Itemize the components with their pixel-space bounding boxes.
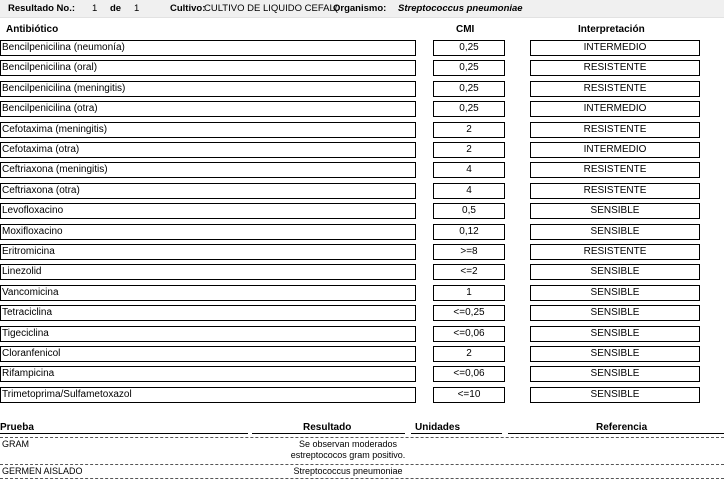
antibiotic-row [0, 203, 724, 219]
cmi-value: <=10 [433, 387, 505, 403]
referencia-header-underline [508, 433, 724, 434]
cmi-value: 2 [433, 346, 505, 362]
de-total: 1 [134, 3, 140, 14]
cmi-value: 0,25 [433, 81, 505, 97]
cmi-value: 2 [433, 142, 505, 158]
interpretation-value: RESISTENTE [530, 162, 700, 178]
interpretation-value: INTERMEDIO [530, 142, 700, 158]
interpretation-value: SENSIBLE [530, 203, 700, 219]
prueba-result [248, 466, 448, 477]
antibiotic-row [0, 162, 724, 178]
antibiotic-name: Bencilpenicilina (neumonía) [0, 40, 416, 56]
antibiotic-name: Bencilpenicilina (otra) [0, 101, 416, 117]
antibiotic-row [0, 81, 724, 97]
antibiotic-row [0, 40, 724, 56]
antibiotic-row [0, 366, 724, 382]
antibiotic-name: Levofloxacino [0, 203, 416, 219]
interpretation-value: RESISTENTE [530, 81, 700, 97]
cmi-value: 1 [433, 285, 505, 301]
interpretation-value: SENSIBLE [530, 305, 700, 321]
antibiotic-row [0, 122, 724, 138]
interpretation-value: SENSIBLE [530, 387, 700, 403]
antibiotic-name: Tigeciclina [0, 326, 416, 342]
antibiotic-name: Tetraciclina [0, 305, 416, 321]
interpretation-value: RESISTENTE [530, 60, 700, 76]
prueba-header-underline [0, 433, 248, 434]
antibiotico-column-header: Antibiótico [6, 24, 59, 35]
antibiotic-name: Moxifloxacino [0, 224, 416, 240]
interpretation-value: RESISTENTE [530, 244, 700, 260]
unidades-column-header: Unidades [415, 422, 461, 433]
cmi-value: <=0,25 [433, 305, 505, 321]
antibiotic-name: Trimetoprima/Sulfametoxazol [0, 387, 416, 403]
antibiotic-row [0, 224, 724, 240]
prueba-result [248, 439, 448, 461]
organismo-label: Organismo: [333, 3, 387, 14]
antibiotic-row [0, 142, 724, 158]
cmi-value: 0,25 [433, 101, 505, 117]
antibiotic-row [0, 183, 724, 199]
antibiotic-row [0, 60, 724, 76]
row-divider [0, 464, 724, 465]
antibiotic-row [0, 346, 724, 362]
antibiotic-name: Bencilpenicilina (oral) [0, 60, 416, 76]
cmi-value: 2 [433, 122, 505, 138]
row-divider [0, 478, 724, 479]
referencia-column-header: Referencia [596, 422, 648, 433]
antibiotic-row [0, 264, 724, 280]
interpretation-value: SENSIBLE [530, 366, 700, 382]
antibiotic-name: Cefotaxima (otra) [0, 142, 416, 158]
antibiotic-name: Bencilpenicilina (meningitis) [0, 81, 416, 97]
row-divider [0, 437, 724, 438]
interpretation-value: INTERMEDIO [530, 101, 700, 117]
cultivo-label: Cultivo: [170, 3, 206, 14]
organismo-value: Streptococcus pneumoniae [398, 3, 523, 14]
antibiotic-name: Ceftriaxona (meningitis) [0, 162, 416, 178]
cmi-value: 0,12 [433, 224, 505, 240]
de-label: de [110, 3, 122, 14]
prueba-result-line: Se observan moderados [298, 439, 398, 449]
cultivo-value: CULTIVO DE LIQUIDO CEFAL( [204, 3, 338, 14]
interpretation-value: RESISTENTE [530, 122, 700, 138]
resultado-column-header: Resultado [303, 422, 352, 433]
cmi-column-header: CMI [456, 24, 475, 35]
antibiotic-name: Linezolid [0, 264, 416, 280]
cmi-value: <=0,06 [433, 366, 505, 382]
antibiotic-name: Cefotaxima (meningitis) [0, 122, 416, 138]
interpretation-value: SENSIBLE [530, 224, 700, 240]
cmi-value: 4 [433, 162, 505, 178]
prueba-result-line: Streptococcus pneumoniae [293, 466, 403, 476]
cmi-value: 4 [433, 183, 505, 199]
antibiotic-row [0, 285, 724, 301]
interpretation-value: SENSIBLE [530, 285, 700, 301]
interpretation-value: SENSIBLE [530, 264, 700, 280]
antibiotic-row [0, 244, 724, 260]
antibiotic-name: Ceftriaxona (otra) [0, 183, 416, 199]
cmi-value: 0,25 [433, 60, 505, 76]
cmi-value: <=2 [433, 264, 505, 280]
interpretation-value: SENSIBLE [530, 326, 700, 342]
interpretation-value: INTERMEDIO [530, 40, 700, 56]
result-header [0, 0, 724, 18]
antibiotic-name: Vancomicina [0, 285, 416, 301]
interpretation-value: SENSIBLE [530, 346, 700, 362]
antibiotic-row [0, 387, 724, 403]
antibiotic-row [0, 326, 724, 342]
antibiotic-name: Cloranfenicol [0, 346, 416, 362]
prueba-result-line: estreptococos gram positivo. [290, 450, 406, 460]
prueba-name: GRAM [2, 439, 29, 449]
prueba-column-header: Prueba [0, 422, 34, 433]
interpretacion-column-header: Interpretación [578, 24, 645, 35]
antibiotic-row [0, 101, 724, 117]
interpretation-value: RESISTENTE [530, 183, 700, 199]
cmi-value: >=8 [433, 244, 505, 260]
resultado-header-underline [252, 433, 405, 434]
antibiotic-row [0, 305, 724, 321]
prueba-name: GERMEN AISLADO [2, 466, 83, 476]
resultado-label: Resultado No.: [8, 3, 76, 14]
cmi-value: 0,5 [433, 203, 505, 219]
unidades-header-underline [411, 433, 502, 434]
resultado-number: 1 [92, 3, 98, 14]
antibiotic-name: Rifampicina [0, 366, 416, 382]
cmi-value: <=0,06 [433, 326, 505, 342]
antibiotic-name: Eritromicina [0, 244, 416, 260]
cmi-value: 0,25 [433, 40, 505, 56]
